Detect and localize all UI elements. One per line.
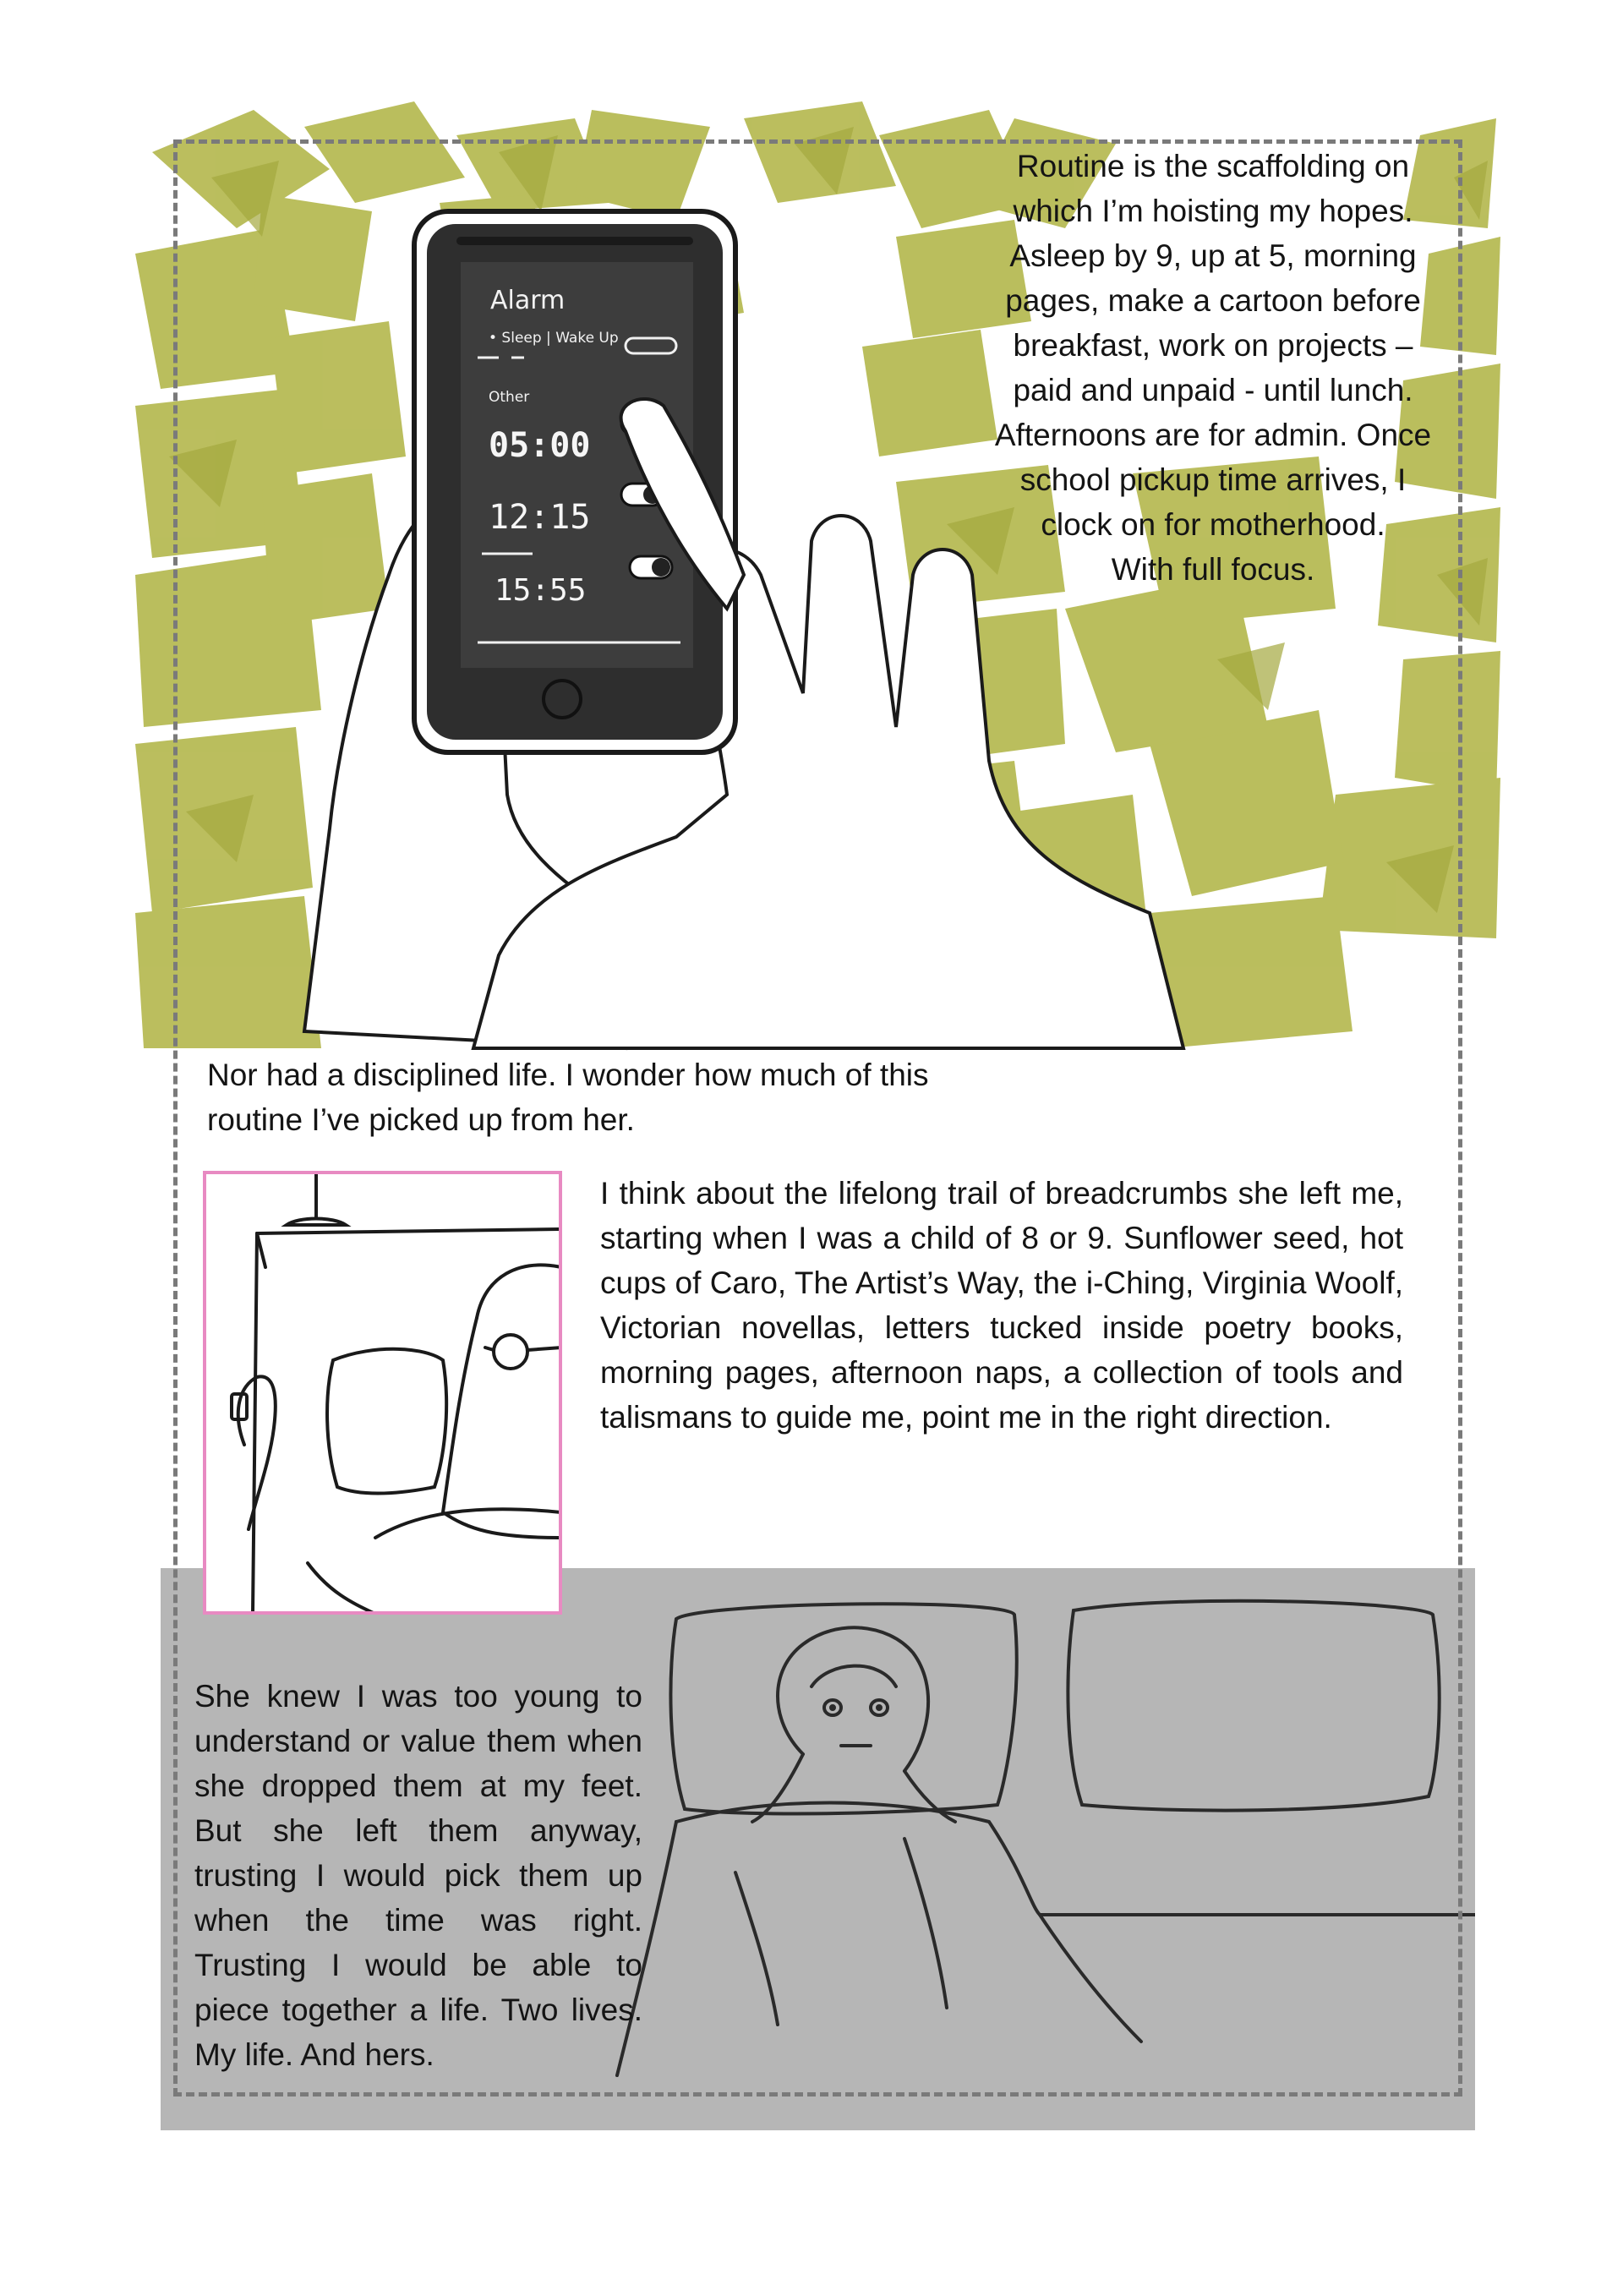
caption-breadcrumbs: I think about the lifelong trail of breadcrumbs she left me, starting when I was a child of 8 or 9. Sunflower seed, hot cups of Caro, The Artist’s Way, the i-Ching, Virginia Woolf, Victorian novellas, letters tucked inside poetry books, morning pages, afternoon naps, a collection of tools and talismans to guide me, point me in the right direction. xyxy=(600,1176,1403,1435)
alarm-time-1: 05:00 xyxy=(489,426,591,465)
inset-panel-woman-reading xyxy=(203,1171,562,1615)
caption-routine: Routine is the scaffolding on which I’m hoisting my hopes. Asleep by 9, up at 5, morning pages, make a cartoon before breakfast, work on projects – paid and unpaid - until lunch. Afternoons are for admin. Once school pickup time arrives, I clock on for motherhood. With full focus. xyxy=(994,149,1432,587)
alarm-title: Alarm xyxy=(490,286,566,315)
alarm-time-2: 12:15 xyxy=(489,498,591,537)
alarm-time-3: 15:55 xyxy=(495,573,587,608)
alarm-section-other: Other xyxy=(489,389,530,406)
caption-she-knew: She knew I was too young to understand or value them when she dropped them at my feet. But she left them anyway, trusting I would pick them up when the time was right. Trusting I would be able to piece together a life. Two lives. My life. And hers. xyxy=(194,1679,642,2072)
woman-with-glasses-illustration xyxy=(206,1174,562,1615)
caption-disciplined-life: Nor had a disciplined life. I wonder how much of this routine I’ve picked up from her. xyxy=(207,1058,929,1137)
alarm-section-sleep: • Sleep | Wake Up xyxy=(489,330,619,347)
